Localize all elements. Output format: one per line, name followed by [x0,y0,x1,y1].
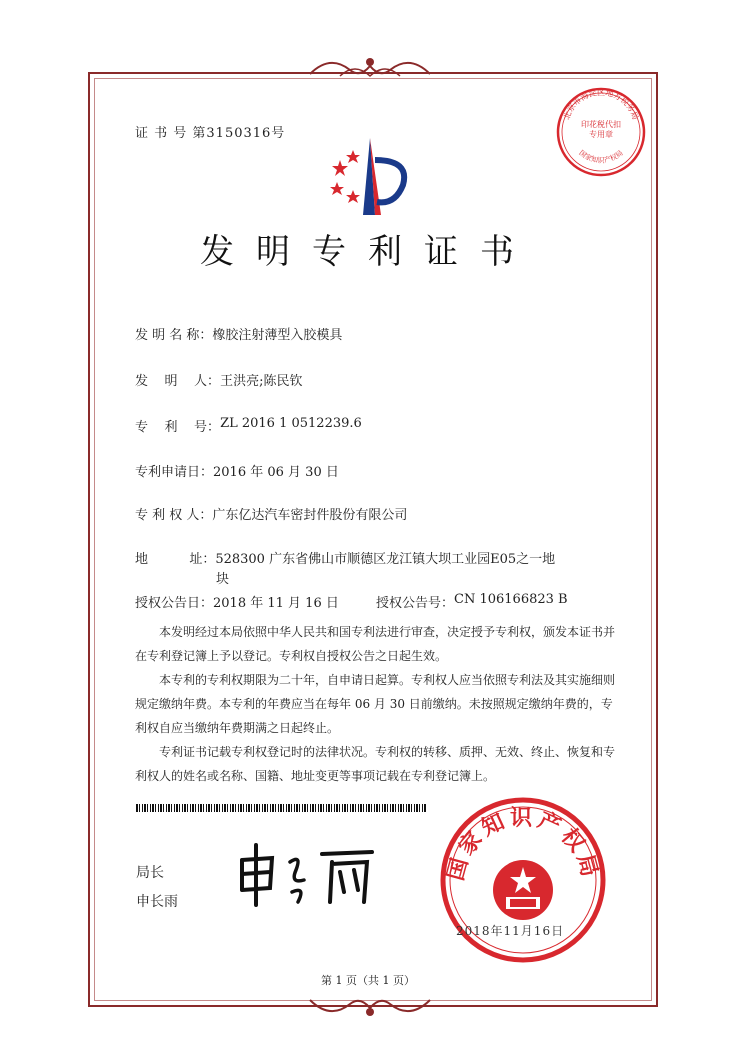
inventor-value: 王洪亮;陈民钦 [220,374,303,389]
filing-date-label: 专利申请日： [135,465,214,480]
page-number: 第 1 页（共 1 页） [321,974,415,987]
field-filing-date [135,461,339,480]
seal-date: 2018年11月16日 [456,924,565,938]
address-label: 地 址： [135,552,216,567]
patentee-label: 专 利 权 人： [135,508,213,523]
director-title: 局长 [136,865,164,881]
address-value-line1: 528300 广东省佛山市顺德区龙江镇大坝工业园E05之一地 [215,552,556,567]
svg-text:国家知识产权局 [577,148,624,164]
field-patentee [135,504,407,523]
tax-stamp-seal [555,86,647,178]
grant-date-value: 2018 年 11 月 16 日 [213,596,339,611]
tax-stamp-bottom-text: 国家知识产权局 [577,148,625,165]
bottom-ornament [300,992,440,1022]
certificate-title: 发明专利证书 [200,232,536,272]
field-address [135,548,555,567]
patent-number-value: ZL 2016 1 0512239.6 [220,416,362,431]
tax-stamp-inner-text: 印花税代扣专用章 [581,120,621,139]
statement-paragraph-1: 本发明经过本局依照中华人民共和国专利法进行审查，决定授予专利权，颁发本证书并在专利登记簿上予以登记。专利权自授权公告之日起生效。 [135,625,616,663]
certificate-number: 证 书 号 第3150316号 [135,126,286,141]
statement-paragraphs [135,620,615,788]
field-grant-number [376,592,568,611]
grant-date-label: 授权公告日： [135,596,214,611]
top-ornament [300,52,440,82]
cnipa-logo [325,130,415,220]
statement-paragraph-3: 专利证书记载专利权登记时的法律状况。专利权的转移、质押、无效、终止、恢复和专利权人的姓名或名称、国籍、地址变更等事项记载在专利登记簿上。 [135,745,616,783]
barcode [136,804,426,812]
field-grant-date [135,592,339,611]
grant-number-label: 授权公告号： [376,596,455,611]
grant-number-value: CN 106166823 B [454,592,568,607]
handwritten-signature [232,840,382,910]
patentee-value: 广东亿达汽车密封件股份有限公司 [212,508,408,523]
field-inventor [135,370,302,389]
filing-date-value: 2016 年 06 月 30 日 [213,465,339,480]
director-name: 申长雨 [136,894,178,910]
tax-stamp-text: 北京市海淀区地方税务局 [562,87,640,121]
official-seal-text: 国家知识产权局 [443,806,603,884]
patent-number-label: 专 利 号： [135,420,221,435]
invention-name-value: 橡胶注射薄型入胶模具 [212,328,343,343]
field-invention-name [135,324,342,343]
statement-paragraph-2: 本专利的专利权期限为二十年，自申请日起算。专利权人应当依照专利法及其实施细则规定缴纳年费。本专利的年费应当在每年 06 月 30 日前缴纳。未按照规定缴纳年费的，专利权自应当缴纳年费期满之日起终止。 [135,673,616,735]
field-patent-number [135,416,362,435]
address-value-line2: 块 [216,572,230,587]
field-address-continued [216,568,229,587]
inventor-label: 发 明 人： [135,374,221,389]
official-seal [438,795,608,965]
invention-name-label: 发 明 名 称： [135,328,213,343]
